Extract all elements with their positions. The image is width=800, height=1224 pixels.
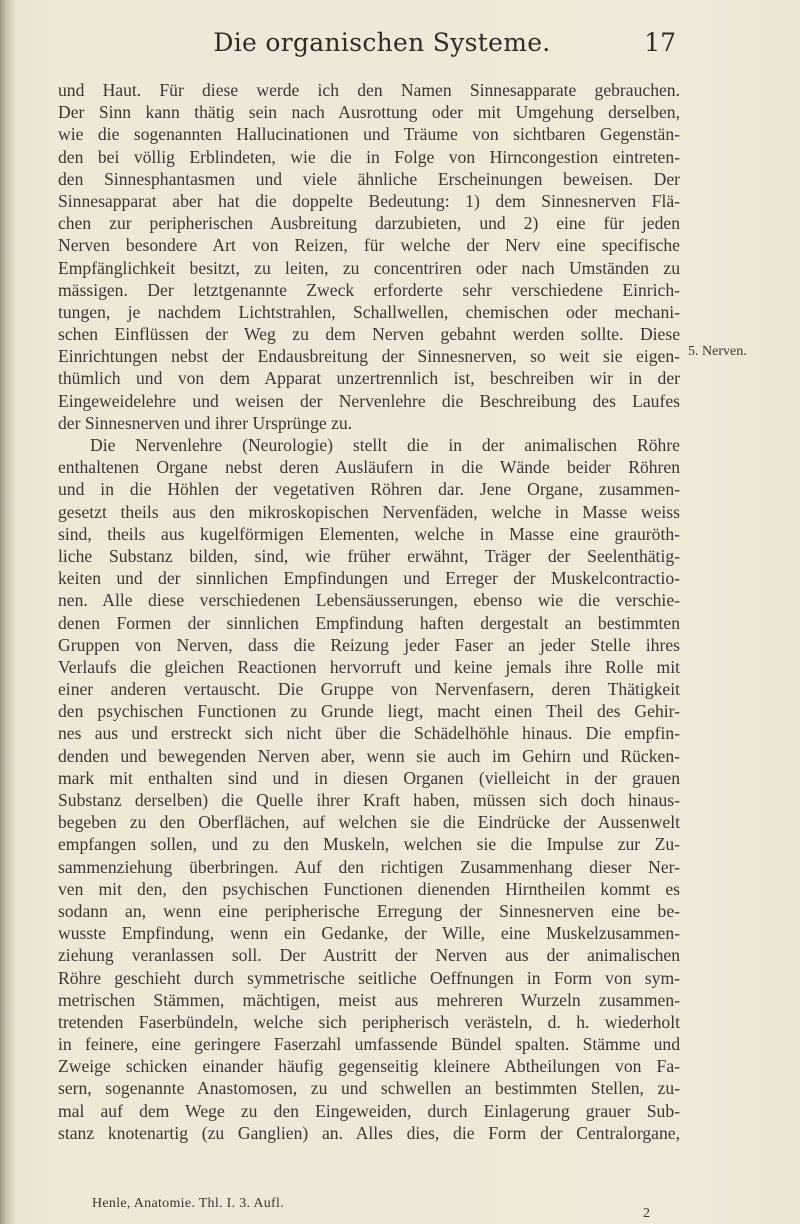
text-line: Röhre geschieht durch symmetrische seitliche Oeffnungen in Form von sym- [58,967,680,988]
text-line: tungen, je nachdem Lichtstrahlen, Schallwellen, chemischen oder mechani- [58,301,680,322]
text-line: Empfänglichkeit besitzt, zu leiten, zu concentriren oder nach Umständen zu [58,257,680,278]
text-line: denden und bewegenden Nerven aber, wenn sie auch im Gehirn und Rücken- [58,745,680,766]
text-line: den Sinnesphantasmen und viele ähnliche Erscheinungen beweisen. Der [58,168,680,189]
text-line: der Sinnesnerven und ihrer Ursprünge zu. [58,412,353,433]
text-line: Substanz derselben) die Quelle ihrer Kraft haben, müssen sich doch hinaus- [58,790,680,810]
text-line: und in die Höhlen der vegetativen Röhren dar. Jene Organe, zusammen- [58,479,680,500]
text-line: tretenden Faserbündeln, welche sich peripherisch verästeln, d. h. wiederholt [58,1011,680,1032]
running-header [88,28,676,62]
text-line: sern, sogenannte Anastomosen, zu und schwellen an bestimmten Stellen, zu- [58,1078,680,1099]
text-line: empfangen sollen, und zu den Muskeln, welchen sie die Impulse zur Zu- [58,834,680,855]
text-line: mark mit enthalten sind und in diesen Organen (vielleicht in der grauen [58,767,680,788]
text-line: Nerven besondere Art von Reizen, für welche der Nerv eine specifische [58,235,680,256]
footer-imprint: Henle, Anatomie. Thl. I. 3. Aufl. [92,1196,285,1211]
running-title: Die organischen Systeme. [213,28,551,57]
text-line: enthaltenen Organe nebst deren Ausläufern in die Wände beider Röhren [58,457,680,478]
text-line: sind, theils aus kugelförmigen Elementen, welche in Masse eine grauröth- [58,523,680,544]
text-line: wusste Empfindung, wenn ein Gedanke, der Wille, eine Muskelzusammen- [58,923,680,944]
text-line: Verlaufs die gleichen Reactionen hervorruft und keine jemals ihre Rolle mit [58,656,680,677]
text-line: denen Formen der sinnlichen Empfindung haften dergestalt an bestimmten [58,612,680,633]
text-line: nen. Alle diese verschiedenen Lebensäusserungen, ebenso wie die verschie- [58,590,680,611]
text-line: Einrichtungen nebst der Endausbreitung der Sinnesnerven, so weit sie eigen- [58,346,680,367]
text-line: und Haut. Für diese werde ich den Namen Sinnesapparate gebrauchen. [58,80,680,100]
margin-note: 5. Nerven. [688,344,747,359]
text-line: begeben zu den Oberflächen, auf welchen sie die Eindrücke der Aussenwelt [58,812,680,833]
sheet-signature: 2 [643,1206,650,1221]
text-line: sodann an, wenn eine peripherische Erregung der Sinnesnerven eine be- [58,900,680,921]
text-line: liche Substanz bilden, sind, wie früher erwähnt, Träger der Seelenthätig- [58,545,680,566]
text-line: Die Nervenlehre (Neurologie) stellt die in der animalischen Röhre [90,435,680,455]
body-text [58,79,680,1144]
text-line: den bei völlig Erblindeten, wie die in Folge von Hirncongestion eintreten- [58,146,680,167]
text-line: chen zur peripherischen Ausbreitung darzubieten, und 2) eine für jeden [58,213,680,234]
text-line: stanz knotenartig (zu Ganglien) an. Alles dies, die Form der Centralorgane, [58,1122,680,1143]
text-line: Der Sinn kann thätig sein nach Ausrottung oder mit Umgehung derselben, [58,102,680,123]
text-line: thümlich und von dem Apparat unzertrennlich ist, beschreiben wir in der [58,368,680,389]
text-line: Eingeweidelehre und weisen der Nervenlehre die Beschreibung des Laufes [58,390,680,411]
text-line: den psychischen Functionen zu Grunde liegt, macht einen Theil des Gehir- [58,701,680,722]
text-line: Sinnesapparat aber hat die doppelte Bedeutung: 1) dem Sinnesnerven Flä- [58,190,680,211]
text-line: keiten und der sinnlichen Empfindungen und Erreger der Muskelcontractio- [58,568,680,589]
text-line: nes aus und erstreckt sich nicht über die Schädelhöhle hinaus. Die empfin- [58,723,680,744]
text-line: in feinere, eine geringere Faserzahl umfassende Bündel spalten. Stämme und [58,1034,680,1055]
text-line: ven mit den, den psychischen Functionen dienenden Hirntheilen kommt es [58,878,680,899]
text-line: Zweige schicken einander häufig gegenseitig kleinere Abtheilungen von Fa- [58,1056,680,1077]
text-line: gesetzt theils aus den mikroskopischen Nervenfäden, welche in Masse weiss [58,501,680,522]
text-line: mässigen. Der letztgenannte Zweck erforderte sehr verschiedene Einrich- [58,279,680,300]
text-line: metrischen Stämmen, mächtigen, meist aus mehreren Wurzeln zusammen- [58,989,680,1010]
page-number: 17 [644,28,676,57]
text-line: ziehung veranlassen soll. Der Austritt der Nerven aus der animalischen [58,945,680,966]
text-line: einer anderen vertauscht. Die Gruppe von Nervenfasern, deren Thätigkeit [58,679,680,700]
text-line: Gruppen von Nerven, dass die Reizung jeder Faser an jeder Stelle ihres [58,634,680,655]
text-line: mal auf dem Wege zu den Eingeweiden, durch Einlagerung grauer Sub- [58,1100,680,1121]
page-gutter-shadow [0,0,14,1224]
text-line: sammenziehung überbringen. Auf den richtigen Zusammenhang dieser Ner- [58,856,680,877]
text-line: schen Einflüssen der Weg zu dem Nerven gebahnt werden sollte. Diese [58,324,680,345]
text-line: wie die sogenannten Hallucinationen und Träume von sichtbaren Gegenstän- [58,124,680,145]
